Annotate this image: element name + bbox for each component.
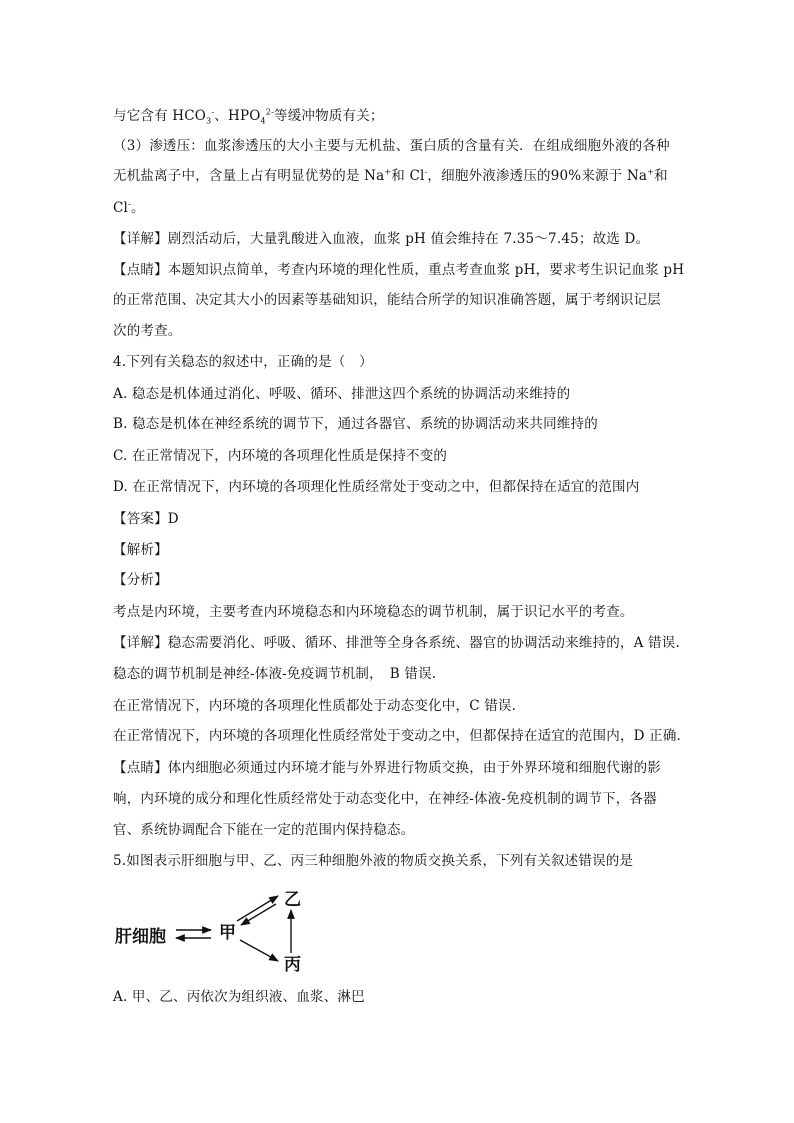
text-run: 的正常范围、决定其大小的因素等基础知识，能结合所学的知识准确答题，属于考纲识记层 xyxy=(113,292,661,308)
text-line xyxy=(113,696,688,716)
text-run: 【点睛】体内细胞必须通过内环境才能与外界进行物质交换，由于外界环境和细胞代谢的影 xyxy=(113,760,661,776)
text-run: 【详解】剧烈活动后，大量乳酸进入血液，血浆 pH 值会维持在 7.35～7.45；故选 D。 xyxy=(113,231,650,247)
superscript: 2- xyxy=(265,107,274,117)
text-line xyxy=(113,321,688,341)
label-liver-cell: 肝细胞 xyxy=(115,927,166,947)
text-line xyxy=(113,477,688,497)
diagram-svg xyxy=(113,885,313,975)
text-run: 【详解】稳态需要消化、呼吸、循环、排泄等全身各系统、器官的协调活动来维持的，A 错误. xyxy=(113,635,680,651)
text-line xyxy=(113,384,688,404)
text-run: B. 稳态是机体在神经系统的调节下，通过各器官、系统的协调活动来共同维持的 xyxy=(113,416,598,432)
arrow-jia-to-yi xyxy=(237,896,278,921)
text-line xyxy=(113,414,688,434)
text-run: 【点睛】本题知识点简单，考查内环境的理化性质，重点考查血浆 pH，要求考生识记血浆 pH xyxy=(113,262,685,278)
text-line xyxy=(113,851,688,871)
label-jia: 甲 xyxy=(219,923,236,943)
text-line xyxy=(113,820,688,840)
superscript: - xyxy=(424,167,428,177)
text-line xyxy=(113,352,688,372)
text-run: ，细胞外液渗透压的90%来源于 Na xyxy=(427,168,648,184)
text-line xyxy=(113,789,688,809)
text-run: C. 在正常情况下，内环境的各项理化性质是保持不变的 xyxy=(113,448,448,464)
text-run: 稳态的调节机制是神经-体液-免疫调节机制， B 错误. xyxy=(113,666,437,682)
text-run: 5.如图表示肝细胞与甲、乙、丙三种细胞外液的物质交换关系，下列有关叙述错误的是 xyxy=(113,853,634,869)
text-run: 响，内环境的成分和理化性质经常处于动态变化中，在神经-体液-免疫机制的调节下，各器 xyxy=(113,791,657,807)
superscript: - xyxy=(211,107,215,117)
text-run: D. 在正常情况下，内环境的各项理化性质经常处于变动之中，但都保持在适宜的范围内 xyxy=(113,479,640,495)
arrow-jia-to-bing xyxy=(240,940,278,961)
subscript: 4 xyxy=(260,116,266,126)
text-line xyxy=(113,260,688,280)
text-run: 【分析】 xyxy=(113,572,168,588)
text-run: 和 Cl xyxy=(391,168,425,184)
text-run: 等缓冲物质有关； xyxy=(274,108,384,124)
text-run: 。 xyxy=(130,200,145,216)
text-run: 4.下列有关稳态的叙述中，正确的是（ ） xyxy=(113,354,373,370)
text-line xyxy=(113,664,688,684)
text-line xyxy=(113,633,688,653)
superscript: + xyxy=(384,167,392,177)
fluid-exchange-diagram xyxy=(113,885,313,975)
text-run: 无机盐离子中，含量上占有明显优势的是 Na xyxy=(113,168,385,184)
text-line xyxy=(113,166,688,186)
text-line xyxy=(113,229,688,249)
text-line xyxy=(113,570,688,590)
text-run: Cl xyxy=(113,200,129,216)
label-bing: 丙 xyxy=(284,955,301,975)
superscript: - xyxy=(128,199,131,209)
text-run: 与它含有 HCO xyxy=(113,108,207,124)
text-run: A. 稳态是机体通过消化、呼吸、循环、排泄这四个系统的协调活动来维持的 xyxy=(113,386,571,402)
text-line xyxy=(113,758,688,778)
text-run: 考点是内环境，主要考查内环境稳态和内环境稳态的调节机制，属于识记水平的考查。 xyxy=(113,604,634,620)
text-run: 【答案】D xyxy=(113,511,179,527)
text-run: 次的考查。 xyxy=(113,323,182,339)
text-run: 【解析】 xyxy=(113,542,168,558)
text-line xyxy=(113,446,688,466)
subscript: 3 xyxy=(206,116,212,126)
text-line xyxy=(113,726,688,746)
text-line xyxy=(113,509,688,529)
text-run: （3）渗透压：血浆渗透压的大小主要与无机盐、蛋白质的含量有关．在组成细胞外液的各种 xyxy=(113,138,670,154)
text-run: 在正常情况下，内环境的各项理化性质都处于动态变化中，C 错误. xyxy=(113,698,517,714)
text-run: 在正常情况下，内环境的各项理化性质经常处于变动之中，但都保持在适宜的范围内，D 正确. xyxy=(113,728,682,744)
text-run: 官、系统协调配合下能在一定的范围内保持稳态。 xyxy=(113,822,415,838)
superscript: + xyxy=(647,167,655,177)
text-line xyxy=(113,540,688,560)
text-line xyxy=(113,602,688,622)
text-run: 和 xyxy=(654,168,668,184)
text-line xyxy=(113,198,688,218)
text-line xyxy=(113,290,688,310)
text-run: 、HPO xyxy=(214,108,261,124)
option-a-q5: A. 甲、乙、丙依次为组织液、血浆、淋巴 xyxy=(113,989,365,1005)
label-yi: 乙 xyxy=(284,890,301,910)
text-line xyxy=(113,136,688,156)
text-line xyxy=(113,106,688,126)
